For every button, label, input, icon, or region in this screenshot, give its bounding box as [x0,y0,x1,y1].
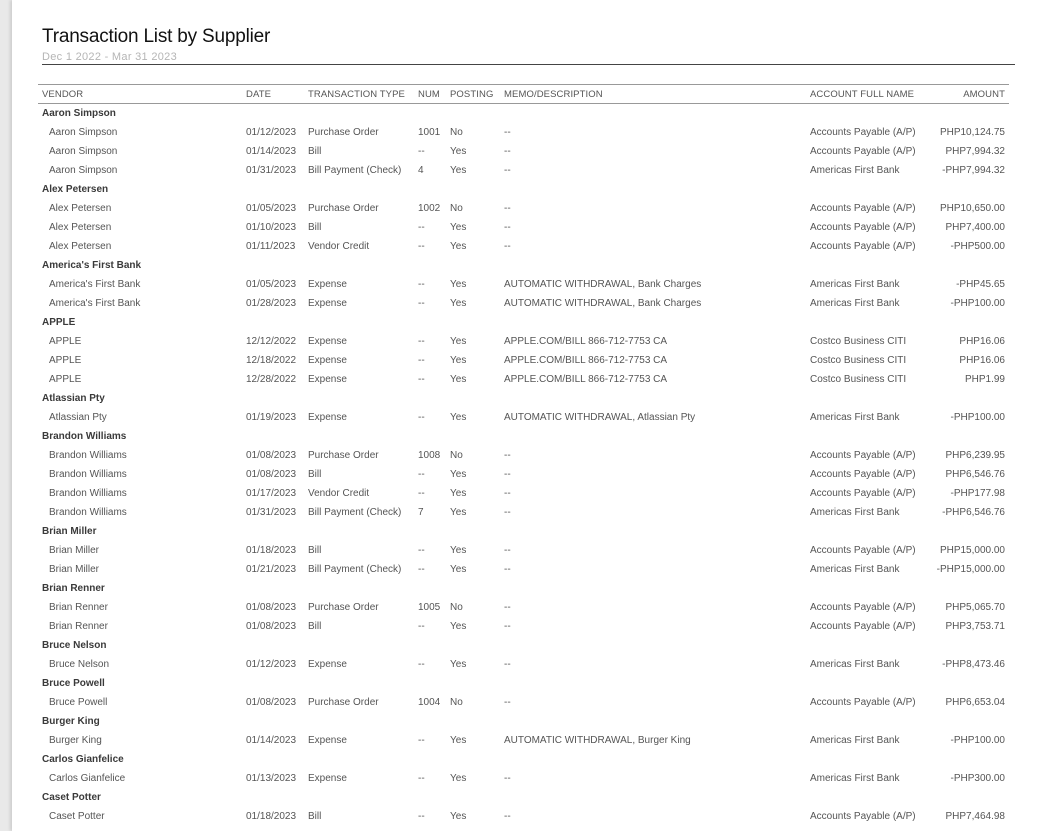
posting-cell: Yes [450,355,467,366]
date-cell: 01/28/2023 [246,298,297,309]
table-row[interactable] [38,351,1009,370]
account-cell: Accounts Payable (A/P) [810,203,916,214]
posting-cell: Yes [450,735,467,746]
date-cell: 01/14/2023 [246,735,297,746]
vendor-cell: Caset Potter [49,811,105,822]
transaction-type-cell: Bill [308,469,322,480]
column-header-num[interactable]: NUM [414,85,446,104]
transaction-type-cell: Expense [308,355,347,366]
transaction-type-cell: Expense [308,298,347,309]
date-cell: 01/05/2023 [246,279,297,290]
vendor-cell: Alex Petersen [49,222,112,233]
table-row[interactable] [38,218,1009,237]
memo-cell: -- [504,165,511,176]
vendor-cell: APPLE [49,355,82,366]
vendor-group-row[interactable] [38,180,1009,199]
vendor-group-row[interactable] [38,256,1009,275]
vendor-group-row[interactable] [38,788,1009,807]
amount-cell: -PHP100.00 [950,298,1005,309]
date-cell: 01/11/2023 [246,241,296,252]
memo-cell: -- [504,773,511,784]
account-cell: Americas First Bank [810,298,900,309]
account-cell: Americas First Bank [810,659,900,670]
posting-cell: Yes [450,659,467,670]
date-cell: 01/08/2023 [246,450,297,461]
table-body [38,104,1009,827]
memo-cell: -- [504,469,511,480]
date-cell: 01/05/2023 [246,203,297,214]
amount-cell: PHP3,753.71 [945,621,1005,632]
posting-cell: Yes [450,298,467,309]
date-cell: 01/18/2023 [246,545,297,556]
vendor-group-row[interactable] [38,522,1009,541]
report-title: Transaction List by Supplier [42,26,271,47]
posting-cell: Yes [450,412,467,423]
table-row[interactable] [38,332,1009,351]
transaction-type-cell: Expense [308,374,347,385]
transaction-type-cell: Bill [308,621,322,632]
memo-cell: APPLE.COM/BILL 866-712-7753 CA [504,374,668,385]
amount-cell: PHP7,464.98 [945,811,1005,822]
table-row[interactable] [38,769,1009,788]
num-cell: -- [418,222,425,233]
account-cell: Costco Business CITI [810,355,907,366]
account-cell: Costco Business CITI [810,374,907,385]
vendor-group-name: Alex Petersen [42,184,109,195]
amount-cell: -PHP100.00 [950,412,1005,423]
vendor-cell: Brian Renner [49,602,108,613]
num-cell: -- [418,279,425,290]
account-cell: Americas First Bank [810,507,900,518]
num-cell: -- [418,811,425,822]
transaction-type-cell: Bill [308,222,322,233]
table-row[interactable] [38,123,1009,142]
table-row[interactable] [38,237,1009,256]
vendor-cell: Carlos Gianfelice [49,773,126,784]
vendor-cell: APPLE [49,374,82,385]
memo-cell: -- [504,602,511,613]
date-cell: 01/31/2023 [246,507,297,518]
transaction-type-cell: Bill [308,146,322,157]
amount-cell: PHP10,124.75 [939,127,1005,138]
posting-cell: No [450,127,463,138]
memo-cell: -- [504,564,511,575]
num-cell: -- [418,773,425,784]
amount-cell: PHP7,400.00 [945,222,1005,233]
transaction-table [38,84,1009,826]
date-cell: 01/08/2023 [246,602,297,613]
vendor-cell: Brian Renner [49,621,108,632]
date-cell: 01/17/2023 [246,488,297,499]
transaction-type-cell: Expense [308,659,347,670]
date-cell: 01/21/2023 [246,564,297,575]
vendor-cell: Brandon Williams [49,450,127,461]
column-header-amount[interactable]: AMOUNT [926,85,1009,104]
vendor-cell: Brandon Williams [49,488,127,499]
vendor-group-name: America's First Bank [42,260,142,271]
memo-cell: -- [504,488,511,499]
memo-cell: -- [504,450,511,461]
date-cell: 12/28/2022 [246,374,297,385]
amount-cell: -PHP100.00 [950,735,1005,746]
vendor-group-name: Brian Renner [42,583,105,594]
date-cell: 12/18/2022 [246,355,297,366]
account-cell: Accounts Payable (A/P) [810,241,916,252]
amount-cell: PHP16.06 [959,336,1005,347]
table-row[interactable] [38,294,1009,313]
date-cell: 01/12/2023 [246,659,297,670]
column-header-memo[interactable]: MEMO/DESCRIPTION [500,85,806,104]
report-date-range: Dec 1 2022 - Mar 31 2023 [42,51,177,63]
posting-cell: Yes [450,279,467,290]
posting-cell: Yes [450,146,467,157]
amount-cell: PHP6,653.04 [945,697,1005,708]
memo-cell: -- [504,507,511,518]
posting-cell: Yes [450,507,467,518]
num-cell: -- [418,564,425,575]
vendor-cell: Bruce Nelson [49,659,110,670]
transaction-type-cell: Bill Payment (Check) [308,165,402,176]
column-header-account[interactable]: ACCOUNT FULL NAME [806,85,926,104]
vendor-cell: Brian Miller [49,564,100,575]
vendor-group-row[interactable] [38,674,1009,693]
num-cell: 1005 [418,602,441,613]
posting-cell: No [450,602,463,613]
memo-cell: -- [504,659,511,670]
posting-cell: Yes [450,374,467,385]
table-row[interactable] [38,370,1009,389]
vendor-group-name: APPLE [42,317,76,328]
transaction-type-cell: Vendor Credit [308,488,370,499]
memo-cell: -- [504,621,511,632]
num-cell: -- [418,355,425,366]
num-cell: 4 [418,165,424,176]
memo-cell: -- [504,203,511,214]
vendor-group-row[interactable] [38,636,1009,655]
num-cell: 1004 [418,697,441,708]
memo-cell: -- [504,222,511,233]
amount-cell: -PHP15,000.00 [936,564,1005,575]
amount-cell: PHP5,065.70 [945,602,1005,613]
posting-cell: Yes [450,488,467,499]
transaction-type-cell: Purchase Order [308,450,379,461]
account-cell: Accounts Payable (A/P) [810,697,916,708]
transaction-type-cell: Bill [308,811,322,822]
memo-cell: -- [504,545,511,556]
vendor-cell: Brian Miller [49,545,100,556]
date-cell: 01/31/2023 [246,165,297,176]
num-cell: -- [418,298,425,309]
posting-cell: No [450,697,463,708]
table-row[interactable] [38,807,1009,826]
vendor-group-name: Carlos Gianfelice [42,754,124,765]
posting-cell: Yes [450,621,467,632]
table-row[interactable] [38,446,1009,465]
vendor-group-name: Atlassian Pty [42,393,105,404]
vendor-cell: Burger King [49,735,102,746]
account-cell: Accounts Payable (A/P) [810,811,916,822]
column-header-vendor[interactable]: VENDOR [38,85,242,104]
account-cell: Accounts Payable (A/P) [810,488,916,499]
account-cell: Costco Business CITI [810,336,907,347]
posting-cell: Yes [450,336,467,347]
date-cell: 01/08/2023 [246,469,297,480]
num-cell: -- [418,545,425,556]
transaction-type-cell: Expense [308,735,347,746]
vendor-group-name: Aaron Simpson [42,108,116,119]
table-row[interactable] [38,693,1009,712]
vendor-cell: Alex Petersen [49,203,112,214]
num-cell: 1001 [418,127,441,138]
vendor-cell: America's First Bank [49,298,141,309]
num-cell: 1002 [418,203,441,214]
date-cell: 01/14/2023 [246,146,297,157]
column-header-transaction-type[interactable]: TRANSACTION TYPE [304,85,414,104]
posting-cell: No [450,450,463,461]
transaction-type-cell: Expense [308,279,347,290]
table-row[interactable] [38,275,1009,294]
transaction-type-cell: Purchase Order [308,203,379,214]
vendor-group-name: Bruce Nelson [42,640,107,651]
account-cell: Accounts Payable (A/P) [810,602,916,613]
table-row[interactable] [38,731,1009,750]
title-divider [42,64,1015,65]
table-header-row [38,85,1009,104]
vendor-cell: Atlassian Pty [49,412,107,423]
transaction-type-cell: Expense [308,412,347,423]
transaction-type-cell: Expense [308,773,347,784]
table-row[interactable] [38,560,1009,579]
transaction-type-cell: Expense [308,336,347,347]
amount-cell: -PHP300.00 [950,773,1005,784]
account-cell: Accounts Payable (A/P) [810,127,916,138]
vendor-group-row[interactable] [38,579,1009,598]
posting-cell: No [450,203,463,214]
amount-cell: -PHP8,473.46 [942,659,1005,670]
transaction-type-cell: Bill Payment (Check) [308,507,402,518]
table-row[interactable] [38,598,1009,617]
num-cell: -- [418,621,425,632]
account-cell: Accounts Payable (A/P) [810,222,916,233]
table-row[interactable] [38,655,1009,674]
account-cell: Accounts Payable (A/P) [810,545,916,556]
memo-cell: -- [504,697,511,708]
amount-cell: -PHP500.00 [950,241,1005,252]
column-header-posting[interactable]: POSTING [446,85,500,104]
transaction-type-cell: Bill [308,545,322,556]
memo-cell: -- [504,127,511,138]
amount-cell: PHP10,650.00 [939,203,1005,214]
account-cell: Accounts Payable (A/P) [810,621,916,632]
memo-cell: -- [504,241,511,252]
memo-cell: APPLE.COM/BILL 866-712-7753 CA [504,336,668,347]
vendor-cell: Aaron Simpson [49,146,118,157]
vendor-cell: APPLE [49,336,82,347]
transaction-type-cell: Purchase Order [308,127,379,138]
transaction-type-cell: Bill Payment (Check) [308,564,402,575]
amount-cell: PHP7,994.32 [945,146,1005,157]
date-cell: 01/18/2023 [246,811,297,822]
amount-cell: PHP16.06 [959,355,1005,366]
amount-cell: PHP6,546.76 [945,469,1005,480]
memo-cell: AUTOMATIC WITHDRAWAL, Bank Charges [504,279,702,290]
account-cell: Americas First Bank [810,412,900,423]
num-cell: -- [418,735,425,746]
amount-cell: PHP1.99 [964,374,1005,385]
vendor-group-row[interactable] [38,313,1009,332]
account-cell: Americas First Bank [810,165,900,176]
table-row[interactable] [38,465,1009,484]
amount-cell: PHP15,000.00 [939,545,1005,556]
table-row[interactable] [38,199,1009,218]
num-cell: -- [418,241,425,252]
vendor-cell: Aaron Simpson [49,165,118,176]
num-cell: -- [418,336,425,347]
vendor-group-row[interactable] [38,389,1009,408]
posting-cell: Yes [450,773,467,784]
transaction-type-cell: Purchase Order [308,697,379,708]
num-cell: -- [418,374,425,385]
vendor-cell: Alex Petersen [49,241,112,252]
account-cell: Accounts Payable (A/P) [810,469,916,480]
posting-cell: Yes [450,564,467,575]
amount-cell: -PHP177.98 [950,488,1005,499]
vendor-group-row[interactable] [38,427,1009,446]
table-row[interactable] [38,142,1009,161]
vendor-group-name: Bruce Powell [42,678,105,689]
vendor-group-name: Brandon Williams [42,431,127,442]
memo-cell: APPLE.COM/BILL 866-712-7753 CA [504,355,668,366]
vendor-cell: Bruce Powell [49,697,108,708]
vendor-group-row[interactable] [38,104,1009,124]
posting-cell: Yes [450,222,467,233]
account-cell: Accounts Payable (A/P) [810,450,916,461]
date-cell: 01/10/2023 [246,222,297,233]
num-cell: 1008 [418,450,441,461]
memo-cell: AUTOMATIC WITHDRAWAL, Bank Charges [504,298,702,309]
vendor-cell: Aaron Simpson [49,127,118,138]
vendor-cell: Brandon Williams [49,469,127,480]
table-row[interactable] [38,484,1009,503]
account-cell: Americas First Bank [810,564,900,575]
amount-cell: -PHP6,546.76 [942,507,1005,518]
table-row[interactable] [38,617,1009,636]
posting-cell: Yes [450,811,467,822]
num-cell: -- [418,488,425,499]
posting-cell: Yes [450,241,467,252]
account-cell: Americas First Bank [810,735,900,746]
transaction-type-cell: Purchase Order [308,602,379,613]
date-cell: 01/08/2023 [246,697,297,708]
memo-cell: -- [504,811,511,822]
table-row[interactable] [38,161,1009,180]
account-cell: Accounts Payable (A/P) [810,146,916,157]
memo-cell: AUTOMATIC WITHDRAWAL, Burger King [504,735,691,746]
vendor-cell: America's First Bank [49,279,141,290]
posting-cell: Yes [450,165,467,176]
memo-cell: -- [504,146,511,157]
transaction-type-cell: Vendor Credit [308,241,370,252]
vendor-group-name: Caset Potter [42,792,101,803]
table-row[interactable] [38,541,1009,560]
amount-cell: -PHP7,994.32 [942,165,1005,176]
vendor-group-row[interactable] [38,750,1009,769]
num-cell: -- [418,469,425,480]
table-row[interactable] [38,503,1009,522]
date-cell: 12/12/2022 [246,336,297,347]
vendor-group-name: Brian Miller [42,526,97,537]
memo-cell: AUTOMATIC WITHDRAWAL, Atlassian Pty [504,412,696,423]
account-cell: Americas First Bank [810,279,900,290]
vendor-group-name: Burger King [42,716,100,727]
num-cell: -- [418,146,425,157]
vendor-group-row[interactable] [38,712,1009,731]
num-cell: -- [418,659,425,670]
num-cell: -- [418,412,425,423]
column-header-date[interactable]: DATE [242,85,304,104]
date-cell: 01/19/2023 [246,412,297,423]
amount-cell: PHP6,239.95 [945,450,1005,461]
num-cell: 7 [418,507,424,518]
report-page [12,0,1041,831]
date-cell: 01/13/2023 [246,773,297,784]
date-cell: 01/08/2023 [246,621,297,632]
posting-cell: Yes [450,545,467,556]
date-cell: 01/12/2023 [246,127,297,138]
vendor-cell: Brandon Williams [49,507,127,518]
posting-cell: Yes [450,469,467,480]
account-cell: Americas First Bank [810,773,900,784]
table-row[interactable] [38,408,1009,427]
amount-cell: -PHP45.65 [956,279,1005,290]
